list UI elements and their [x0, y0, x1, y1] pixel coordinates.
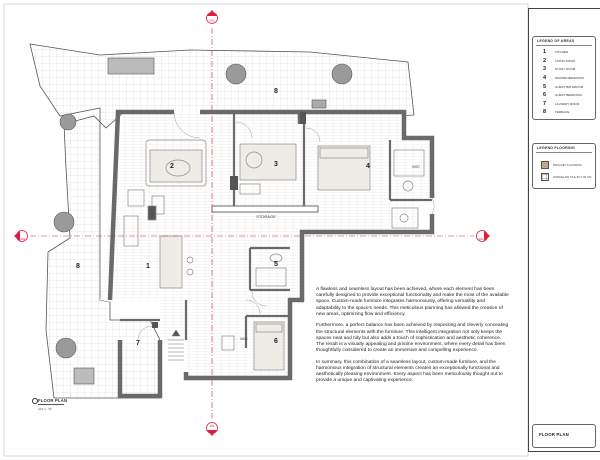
section-marker-top [207, 10, 218, 24]
legend-area-item [533, 108, 595, 117]
section-marker-right [477, 231, 491, 242]
storage-label: STORAGE [256, 214, 276, 219]
legend-flooring-title: LEGEND FLOORING [537, 146, 575, 150]
sheet-title: FLOOR PLAN [539, 432, 569, 437]
section-label-left: A01 [20, 237, 26, 241]
section-marker-left [14, 231, 28, 242]
legend-area-number: 3 [543, 66, 547, 73]
legend-area-number: 7 [543, 100, 547, 107]
parquet-swatch [541, 161, 549, 169]
room-number-laundry: 7 [136, 340, 140, 347]
legend-area-item [533, 91, 595, 100]
description-paragraph-1: A flawless and seamless layout has been achieved, where each element has been carefully designed to provide exceptional functionality and make the most of the available space. Custom-made furniture integrates harmoniously, offering versatility and adaptability to the space's needs. This meticulous planning has allowed the creation of new areas, optimizing flow and efficiency. [316, 287, 509, 317]
legend-area-number: 4 [543, 75, 547, 82]
room-number-terrace-top: 8 [274, 88, 278, 95]
description-paragraph-2: Furthermore, a perfect balance has been achieved by respecting and cleverly concealing the structural elements with the furniture. This intelligent integration not only keeps the spaces neat and tidy but also adds a touch of sophistication and aesthetic coherence. The result is a visually appealing and pristine environment, where every detail has been thoughtfully considered to create an immersive and compelling experience. [316, 323, 509, 354]
room-number-living: 2 [170, 163, 174, 170]
section-label-right: A01 [478, 237, 484, 241]
legend-area-item [533, 74, 595, 83]
legend-area-number: 2 [543, 57, 547, 64]
room-number-study: 3 [274, 161, 278, 168]
plan-scale: A01 1 : 50 [38, 406, 52, 411]
design-description [316, 287, 510, 390]
room-number-kitchen: 1 [146, 263, 150, 270]
plan-title-block [32, 398, 67, 411]
legend-area-item [533, 48, 595, 57]
legend-area-item [533, 65, 595, 74]
legend-area-label: GUEST BEDROOM [555, 93, 582, 98]
tile-swatch [541, 173, 549, 181]
legend-of-areas [532, 36, 596, 120]
storage-unit [212, 206, 318, 212]
legend-area-label: LIVING ROOM [555, 58, 576, 63]
legend-floor-label: PARQUET FLOORING [553, 163, 582, 167]
legend-area-item [533, 57, 595, 66]
wc-label-top: W/C [412, 164, 420, 169]
legend-area-number: 8 [543, 109, 547, 116]
room-number-master-bedroom: 4 [366, 163, 370, 170]
legend-area-number: 5 [543, 83, 547, 90]
section-label-top: A01 [209, 18, 215, 23]
legend-area-label: TERRACE [555, 110, 570, 115]
section-marker-bottom [207, 423, 218, 437]
sheet-title-block [532, 424, 596, 448]
room-number-terrace-left: 8 [76, 263, 80, 270]
legend-areas-title: LEGEND OF AREAS [537, 39, 575, 43]
legend-area-label: KITCHEN [555, 50, 569, 55]
legend-area-label: MASTER BEDROOM [555, 76, 584, 81]
legend-area-number: 6 [543, 92, 547, 99]
legend-flooring [532, 143, 596, 189]
legend-area-label: GUEST BATHROOM [555, 84, 584, 89]
description-paragraph-3: In summary, this combination of a seamless layout, custom-made furniture, and the harmonious integration of structural elements creates an exceptionally functional and aesthetically pleasing environment. Every aspect has been meticulously thought out to provide a unique and captivating experience. [316, 359, 503, 384]
plan-marker-icon [32, 398, 38, 404]
room-number-guest-bedroom: 6 [274, 338, 278, 345]
legend-area-item [533, 100, 595, 109]
legend-area-label: LAUNDRY ROOM [555, 101, 580, 106]
plan-title-underline [38, 404, 64, 405]
room-number-guest-bathroom: 5 [274, 261, 278, 268]
legend-floor-item [533, 173, 595, 181]
legend-area-item [533, 82, 595, 91]
wc-label-bottom: W/C [240, 336, 248, 341]
legend-floor-item [533, 161, 595, 169]
plan-title: FLOOR PLAN [38, 398, 68, 403]
legend-floor-label: PORCELAIN TILE 60 X 60 CM [553, 175, 592, 179]
legend-area-label: STUDY ROOM [555, 67, 576, 72]
legend-area-number: 1 [543, 49, 547, 56]
section-label-bottom: A01 [209, 424, 215, 428]
